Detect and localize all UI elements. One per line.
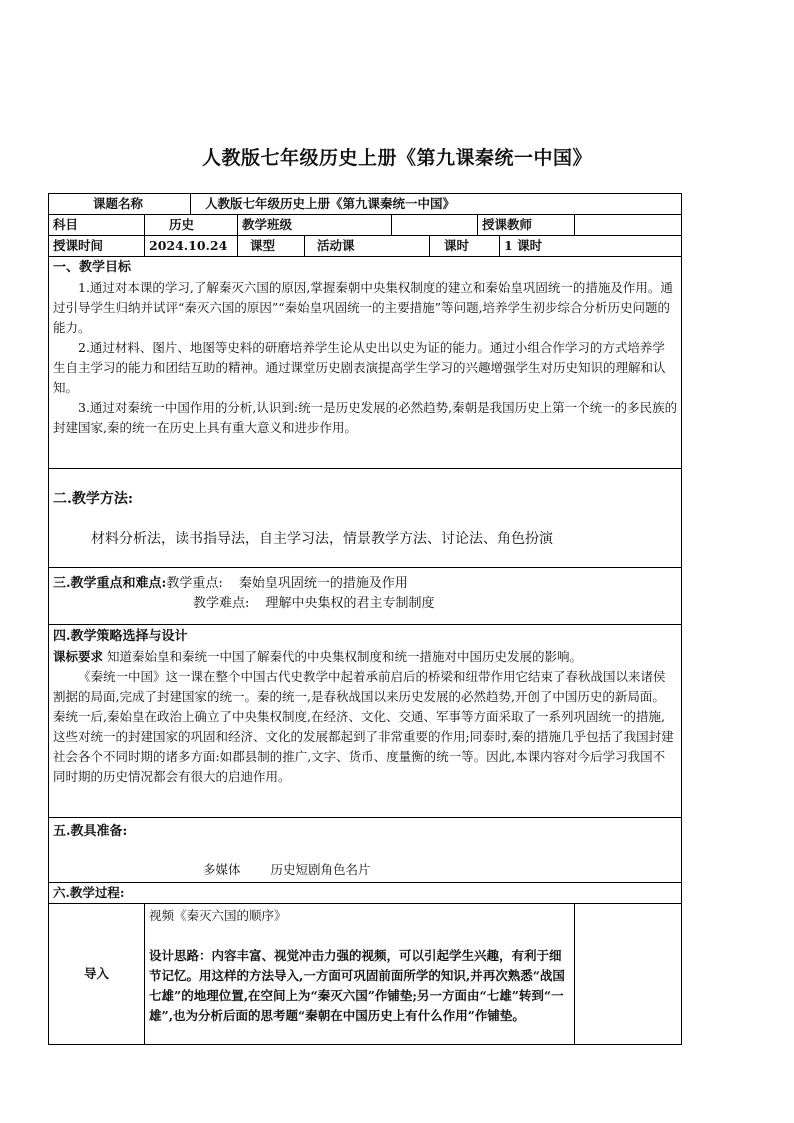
difficulty-text: 理解中央集权的君主专制制度 [265, 596, 435, 611]
objective-1: 1.通过对本课的学习,了解秦灭六国的原因,掌握秦朝中央集权制度的建立和秦始皇巩固统一的措施及作用。通过引导学生归纳并试评“秦灭六国的原因”“秦始皇巩固统一的主要措施”等问题,培养学生初步综合分析历史问题的能力。 [53, 280, 673, 335]
process-row-intro [49, 904, 682, 1045]
topic-value: 人教版七年级历史上册《第九课秦统一中国》 [191, 194, 682, 215]
time-label: 授课时间 [49, 236, 145, 257]
requirement-label: 课标要求 [53, 649, 104, 664]
key-text: 秦始皇巩固统一的措施及作用 [238, 576, 408, 591]
methods-text: 材料分析法，读书指导法，自主学习法，情景教学方法、讨论法、角色扮演 [91, 531, 553, 547]
section-objectives [49, 257, 682, 469]
intro-design: 设计思路：内容丰富、视觉冲击力强的视频，可以引起学生兴趣，有利于细节记忆。用这样的方法导入,一方面可巩固前面所学的知识,并再次熟悉“战国七雄”的地理位置,在空间上为“秦灭六国”作铺垫;另一方面由“七雄”转到“一雄”,也为分析后面的思考题“秦朝在中国历史上有什么作用”作铺垫。 [149, 948, 565, 1023]
stage-label: 导入 [49, 904, 145, 1045]
hours-label: 课时 [430, 236, 500, 257]
materials-title: 五.教具准备: [53, 824, 128, 839]
row-subject [49, 215, 682, 236]
type-label: 课型 [238, 236, 305, 257]
section-process-title [49, 883, 682, 904]
material-role-cards: 历史短剧角色名片 [270, 862, 371, 877]
hours-value: 1 课时 [500, 236, 682, 257]
section-key-points [49, 568, 682, 625]
subject-value: 历史 [145, 215, 238, 236]
class-value [392, 215, 478, 236]
strategy-paragraph: 《秦统一中国》这一课在整个中国古代史教学中起着承前启后的桥梁和纽带作用它结束了春秋战国以来诸侯割据的局面,完成了封建国家的统一。秦的统一,是春秋战国以来历史发展的必然趋势,开创了中国历史的新局面。秦统一后,秦始皇在政治上确立了中央集权制度,在经济、文化、交通、军事等方面采取了一系列巩固统一的措施,这些对统一的封建国家的巩固和经济、文化的发展都起到了非常重要的作用;同泰时,秦的措施几乎包括了我国封建社会各个不同时期的诸多方面:如郡县制的推广,文字、货币、度量衡的统一等。因此,本课内容对今后学习我国不同时期的历史情况都会有很大的启迪作用。 [53, 669, 674, 784]
row-time [49, 236, 682, 257]
time-value: 2024.10.24 [145, 236, 238, 257]
strategy-title: 四.教学策略选择与设计 [53, 629, 188, 644]
objective-3: 3.通过对秦统一中国作用的分析,认识到:统一是历史发展的必然趋势,秦朝是我国历史上第一个统一的多民族的封建国家,秦的统一在历史上具有重大意义和进步作用。 [53, 400, 678, 435]
intro-video: 视频《秦灭六国的顺序》 [149, 908, 287, 923]
requirement-text: 知道秦始皇和秦统一中国了解秦代的中央集权制度和统一措施对中国历史发展的影响。 [107, 649, 583, 664]
lesson-plan-table [48, 193, 681, 1045]
objective-2: 2.通过材料、图片、地图等史料的研磨培养学生论从史出以史为证的能力。通过小组合作学习的方式培养学生自主学习的能力和团结互助的精神。通过课堂历史剧表演提高学生学习的兴趣增强学生对历史知识的理解和认知。 [53, 340, 666, 395]
material-multimedia: 多媒体 [203, 862, 241, 877]
class-label: 教学班级 [238, 215, 392, 236]
subject-label: 科目 [49, 215, 145, 236]
process-title: 六.教学过程: [49, 883, 682, 904]
document-title: 人教版七年级历史上册《第九课秦统一中国》 [201, 147, 592, 169]
section-strategy [49, 625, 682, 818]
objectives-title: 一、教学目标 [53, 260, 132, 275]
methods-title: 二.教学方法: [53, 491, 134, 507]
type-value: 活动课 [305, 236, 430, 257]
row-topic [49, 194, 682, 215]
teacher-value [575, 215, 682, 236]
section-methods [49, 469, 682, 568]
difficulty-label: 教学难点: [193, 596, 250, 611]
teacher-label: 授课教师 [478, 215, 575, 236]
intro-notes [575, 904, 682, 1045]
topic-label: 课题名称 [49, 194, 191, 215]
keypoints-title: 三.教学重点和难点: [53, 576, 167, 591]
key-label: 教学重点: [166, 576, 223, 591]
section-materials [49, 818, 682, 883]
